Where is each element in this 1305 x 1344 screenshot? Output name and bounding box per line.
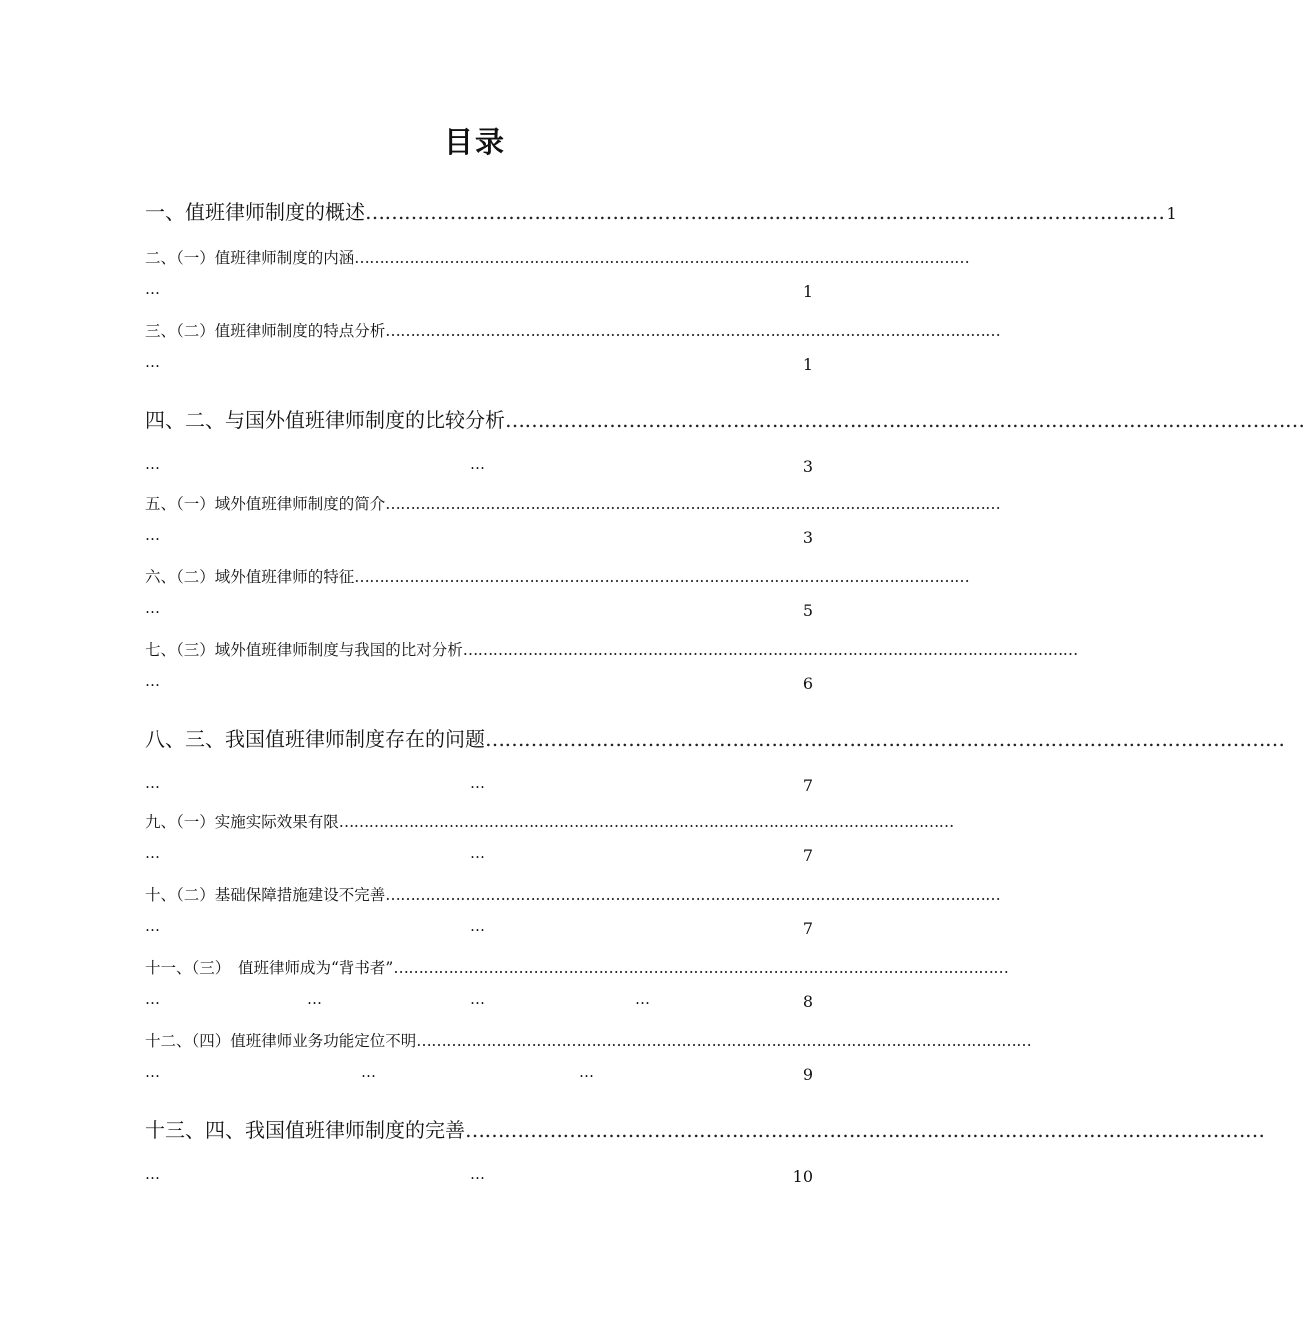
toc-entry-label: 八、三、我国值班律师制度存在的问题 bbox=[145, 727, 485, 751]
toc-entry[interactable] bbox=[145, 723, 1285, 798]
dot-leader: …………………………………………………………………………………………………………… bbox=[354, 249, 970, 267]
dot-leader: …………………………………………………………………………………………………………… bbox=[385, 495, 1001, 513]
ellipsis: … bbox=[145, 774, 160, 792]
ellipsis: … bbox=[145, 990, 160, 1008]
toc-entry[interactable] bbox=[145, 246, 970, 304]
dot-leader: …………………………………………………………………………………………………………… bbox=[365, 200, 1165, 224]
dot-leader: …………………………………………………………………………………………………………… bbox=[385, 886, 1001, 904]
toc-entry[interactable] bbox=[145, 565, 970, 623]
ellipsis: … bbox=[145, 353, 160, 371]
toc-entry[interactable] bbox=[145, 956, 1009, 1014]
ellipsis: … bbox=[361, 1063, 376, 1081]
page-title: 目录 bbox=[443, 125, 506, 159]
toc-entry-page: 3 bbox=[802, 528, 813, 547]
toc-entry-label: 七、（三）域外值班律师制度与我国的比对分析 bbox=[145, 641, 463, 659]
toc-entry-page: 1 bbox=[802, 355, 813, 374]
ellipsis: … bbox=[470, 1165, 485, 1183]
dot-leader: …………………………………………………………………………………………………………… bbox=[416, 1032, 1032, 1050]
ellipsis: … bbox=[579, 1063, 594, 1081]
toc-entry-page: 9 bbox=[802, 1065, 813, 1084]
ellipsis: … bbox=[145, 526, 160, 544]
ellipsis: … bbox=[145, 455, 160, 473]
dot-leader: …………………………………………………………………………………………………………… bbox=[354, 568, 970, 586]
toc-entry[interactable] bbox=[145, 1114, 1265, 1189]
dot-leader: …………………………………………………………………………………………………………… bbox=[505, 408, 1305, 432]
toc-entry-page: 7 bbox=[802, 776, 813, 795]
toc-entry-label: 五、（一）域外值班律师制度的简介 bbox=[145, 495, 386, 513]
toc-entry-page: 7 bbox=[802, 919, 813, 938]
toc-entry[interactable] bbox=[145, 196, 1177, 225]
toc-entry[interactable] bbox=[145, 319, 1001, 377]
toc-entry-label: 一、值班律师制度的概述 bbox=[145, 200, 365, 224]
ellipsis: … bbox=[145, 917, 160, 935]
dot-leader: …………………………………………………………………………………………………………… bbox=[393, 959, 1009, 977]
ellipsis: … bbox=[635, 990, 650, 1008]
ellipsis: … bbox=[145, 599, 160, 617]
toc-entry-label: 四、二、与国外值班律师制度的比较分析 bbox=[145, 408, 505, 432]
toc-entry-label: 二、（一）值班律师制度的内涵 bbox=[145, 249, 355, 267]
ellipsis: … bbox=[145, 1063, 160, 1081]
toc-entry[interactable] bbox=[145, 883, 1001, 941]
dot-leader: …………………………………………………………………………………………………………… bbox=[462, 641, 1078, 659]
ellipsis: … bbox=[145, 844, 160, 862]
toc-entry-page: 1 bbox=[1166, 204, 1177, 223]
toc-entry-page: 5 bbox=[802, 601, 813, 620]
ellipsis: … bbox=[470, 917, 485, 935]
ellipsis: … bbox=[145, 1165, 160, 1183]
toc-entry-label: 十、（二）基础保障措施建设不完善 bbox=[145, 886, 386, 904]
toc-entry-page: 6 bbox=[802, 674, 813, 693]
ellipsis: … bbox=[470, 844, 485, 862]
ellipsis: … bbox=[145, 672, 160, 690]
toc-entry-label: 十三、四、我国值班律师制度的完善 bbox=[145, 1118, 465, 1142]
toc-entry-page: 1 bbox=[802, 282, 813, 301]
toc-entry-label: 九、（一）实施实际效果有限 bbox=[145, 813, 339, 831]
ellipsis: … bbox=[470, 990, 485, 1008]
toc-entry-page: 10 bbox=[792, 1167, 813, 1186]
toc-entry-label: 十一、（三） 值班律师成为“背书者” bbox=[145, 959, 394, 977]
toc-entry-label: 十二、（四）值班律师业务功能定位不明 bbox=[145, 1032, 417, 1050]
ellipsis: … bbox=[307, 990, 322, 1008]
dot-leader: …………………………………………………………………………………………………………… bbox=[385, 322, 1001, 340]
toc-entry-page: 3 bbox=[802, 457, 813, 476]
toc-entry[interactable] bbox=[145, 810, 954, 868]
toc-entry-page: 8 bbox=[802, 992, 813, 1011]
toc-entry-page: 7 bbox=[802, 846, 813, 865]
dot-leader: …………………………………………………………………………………………………………… bbox=[485, 727, 1285, 751]
toc-entry-label: 三、（二）值班律师制度的特点分析 bbox=[145, 322, 386, 340]
ellipsis: … bbox=[470, 455, 485, 473]
dot-leader: …………………………………………………………………………………………………………… bbox=[465, 1118, 1265, 1142]
toc-entry-label: 六、（二）域外值班律师的特征 bbox=[145, 568, 355, 586]
toc-entry[interactable] bbox=[145, 638, 1078, 696]
toc-entry[interactable] bbox=[145, 1029, 1032, 1087]
toc-entry[interactable] bbox=[145, 404, 1305, 479]
ellipsis: … bbox=[470, 774, 485, 792]
toc-entry[interactable] bbox=[145, 492, 1001, 550]
dot-leader: …………………………………………………………………………………………………………… bbox=[338, 813, 954, 831]
ellipsis: … bbox=[145, 280, 160, 298]
